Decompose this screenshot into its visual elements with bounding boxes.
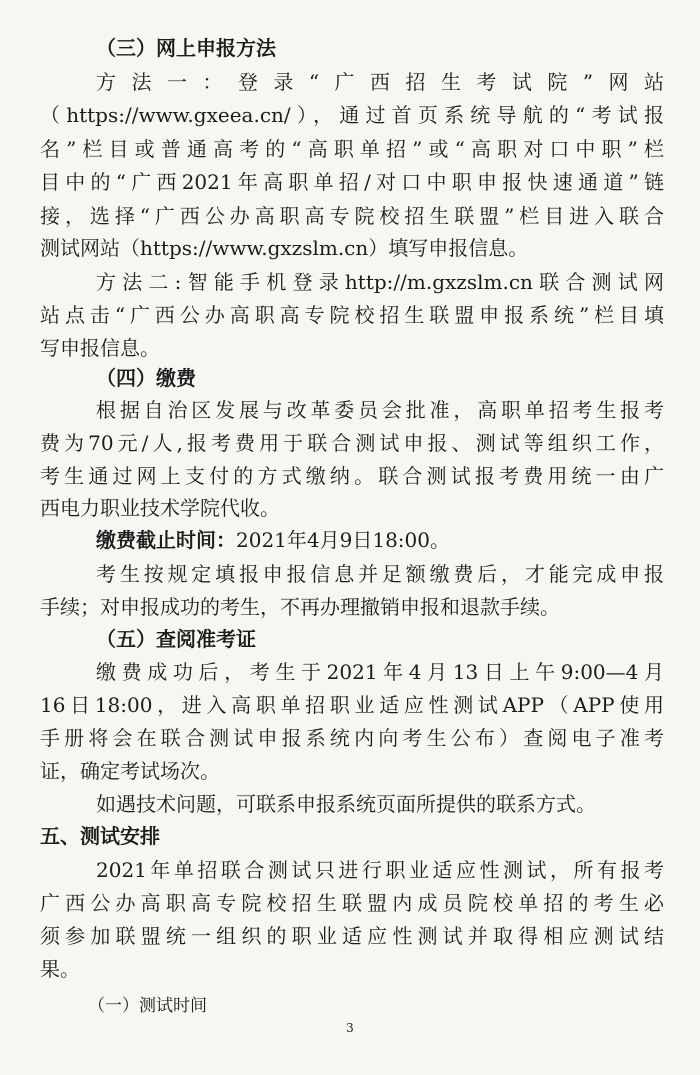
section-heading-test-arrangement: 五、测试安排 bbox=[40, 824, 160, 848]
admission-line-3: 手册将会在联合测试申报系统内向考生公布）查阅电子准考 bbox=[40, 726, 664, 750]
fee-line-3: 考生通过网上支付的方式缴纳。联合测试报考费用统一由广 bbox=[40, 464, 664, 488]
method2-line-2: 站点击“广西公办高职高专院校招生联盟申报系统”栏目填 bbox=[40, 303, 664, 327]
fee-deadline-line bbox=[96, 524, 664, 556]
section-heading-fee: （四）缴费 bbox=[96, 366, 196, 390]
method1-line-6: 测试网站（https://www.gxzslm.cn）填写申报信息。 bbox=[40, 236, 529, 260]
test-line-1: 2021年单招联合测试只进行职业适应性测试，所有报考 bbox=[96, 858, 664, 882]
test-line-2: 广西公办高职高专院校招生联盟内成员院校单招的考生必 bbox=[40, 891, 664, 915]
after-fee-line-2: 手续；对申报成功的考生，不再办理撤销申报和退款手续。 bbox=[40, 595, 560, 619]
fee-line-1: 根据自治区发展与改革委员会批准，高职单招考生报考 bbox=[96, 398, 664, 422]
tech-support-line: 如遇技术问题，可联系申报系统页面所提供的联系方式。 bbox=[96, 792, 596, 816]
method1-line-4: 目中的“广西2021年高职单招/对口中职申报快速通道”链 bbox=[40, 170, 664, 194]
fee-deadline-value: 2021年4月9日18:00。 bbox=[236, 528, 450, 552]
method2-line-1: 方法二:智能手机登录http://m.gxzslm.cn联合测试网 bbox=[96, 270, 664, 294]
admission-line-2: 16日18:00，进入高职单招职业适应性测试APP（APP使用 bbox=[40, 693, 664, 717]
method1-line-1: 方法一：登录“广西招生考试院”网站 bbox=[96, 70, 664, 94]
subsection-heading-test-time: （一）测试时间 bbox=[88, 996, 207, 1016]
method1-line-2: （https://www.gxeea.cn/），通过首页系统导航的“考试报 bbox=[40, 103, 664, 127]
fee-deadline-label: 缴费截止时间： bbox=[96, 528, 236, 552]
method2-line-3: 写申报信息。 bbox=[40, 336, 160, 360]
test-line-4: 果。 bbox=[40, 957, 80, 981]
test-line-3: 须参加联盟统一组织的职业适应性测试并取得相应测试结 bbox=[40, 924, 664, 948]
fee-line-4: 西电力职业技术学院代收。 bbox=[40, 496, 280, 520]
admission-line-4: 证，确定考试场次。 bbox=[40, 759, 220, 783]
section-heading-admission: （五）查阅准考证 bbox=[96, 627, 256, 651]
fee-line-2: 费为70元/人,报考费用于联合测试申报、测试等组织工作， bbox=[40, 431, 664, 455]
method1-line-5: 接，选择“广西公办高职高专院校招生联盟”栏目进入联合 bbox=[40, 204, 664, 228]
section-heading-online-method: （三）网上申报方法 bbox=[96, 36, 276, 60]
method1-line-3: 名”栏目或普通高考的“高职单招”或“高职对口中职”栏 bbox=[40, 137, 664, 161]
after-fee-line-1: 考生按规定填报申报信息并足额缴费后，才能完成申报 bbox=[96, 562, 664, 586]
admission-line-1: 缴费成功后，考生于2021年4月13日上午9:00—4月 bbox=[96, 660, 664, 684]
page-number: 3 bbox=[346, 1021, 354, 1035]
